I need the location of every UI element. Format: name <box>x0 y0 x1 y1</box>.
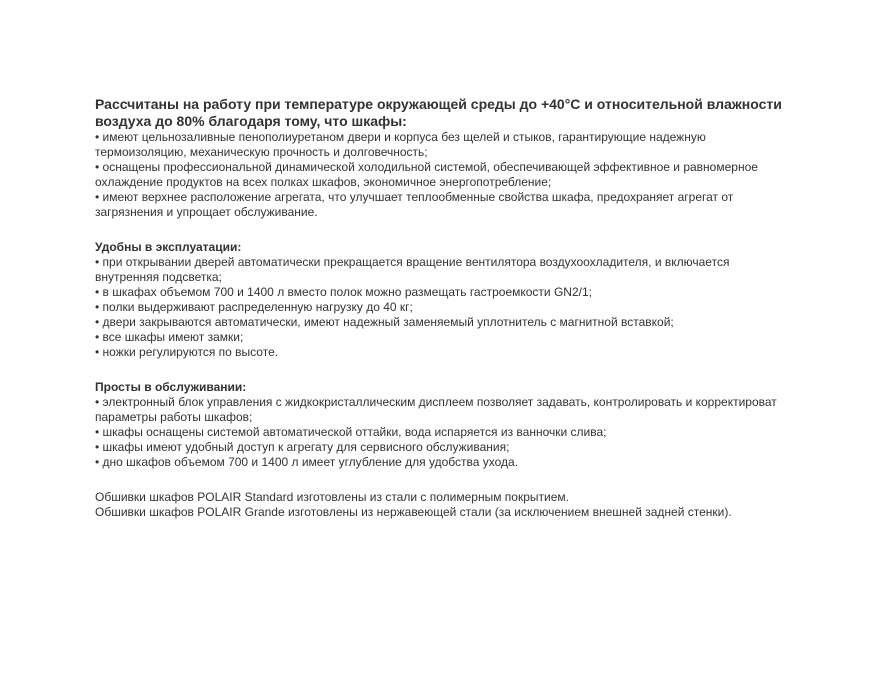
section-spacer <box>95 360 795 380</box>
article-body <box>95 96 795 520</box>
list-item: • при открывании дверей автоматически прекращается вращение вентилятора воздухоохладителя, и включается <box>95 255 730 269</box>
lead-heading-line-2: воздуха до 80% благодаря тому, что шкафы: <box>95 113 407 129</box>
service-section <box>95 380 795 470</box>
footer-note-grande: Обшивки шкафов POLAIR Grande изготовлены из нержавеющей стали (за исключением внешней задней стенки). <box>95 505 732 519</box>
lead-section <box>95 96 795 220</box>
list-item: • двери закрываются автоматически, имеют надежный заменяемый уплотнитель с магнитной вставкой; <box>95 315 674 329</box>
list-item: • имеют цельнозаливные пенополиуретаном двери и корпуса без щелей и стыков, гарантирующие надежную <box>95 130 706 144</box>
list-item: параметры работы шкафов; <box>95 410 253 424</box>
list-item: • дно шкафов объемом 700 и 1400 л имеет углубление для удобства ухода. <box>95 455 519 469</box>
list-item: • все шкафы имеют замки; <box>95 330 244 344</box>
lead-heading-line-1: Рассчитаны на работу при температуре окружающей среды до +40°С и относительной влажности <box>95 96 782 112</box>
footer-note-standard: Обшивки шкафов POLAIR Standard изготовлены из стали с полимерным покрытием. <box>95 490 569 504</box>
list-item: загрязнения и упрощает обслуживание. <box>95 205 318 219</box>
convenient-section <box>95 240 795 360</box>
list-item: • электронный блок управления с жидкокристаллическим дисплеем позволяет задавать, контролировать и корректироват <box>95 395 777 409</box>
convenient-heading: Удобны в эксплуатации: <box>95 240 242 254</box>
footer-notes <box>95 490 795 520</box>
list-item: • оснащены профессиональной динамической холодильной системой, обеспечивающей эффективное и равномерное <box>95 160 758 174</box>
service-heading: Просты в обслуживании: <box>95 380 247 394</box>
list-item: • полки выдерживают распределенную нагрузку до 40 кг; <box>95 300 413 314</box>
list-item: • шкафы оснащены системой автоматической оттайки, вода испаряется из ванночки слива; <box>95 425 607 439</box>
list-item: внутренняя подсветка; <box>95 270 222 284</box>
list-item: • в шкафах объемом 700 и 1400 л вместо полок можно размещать гастроемкости GN2/1; <box>95 285 592 299</box>
list-item: термоизоляцию, механическую прочность и долговечность; <box>95 145 428 159</box>
list-item: охлаждение продуктов на всех полках шкафов, экономичное энергопотребление; <box>95 175 552 189</box>
list-item: • имеют верхнее расположение агрегата, что улучшает теплообменные свойства шкафа, предохраняет агрегат от <box>95 190 734 204</box>
section-spacer <box>95 220 795 240</box>
section-spacer <box>95 470 795 490</box>
list-item: • шкафы имеют удобный доступ к агрегату для сервисного обслуживания; <box>95 440 510 454</box>
list-item: • ножки регулируются по высоте. <box>95 345 279 359</box>
